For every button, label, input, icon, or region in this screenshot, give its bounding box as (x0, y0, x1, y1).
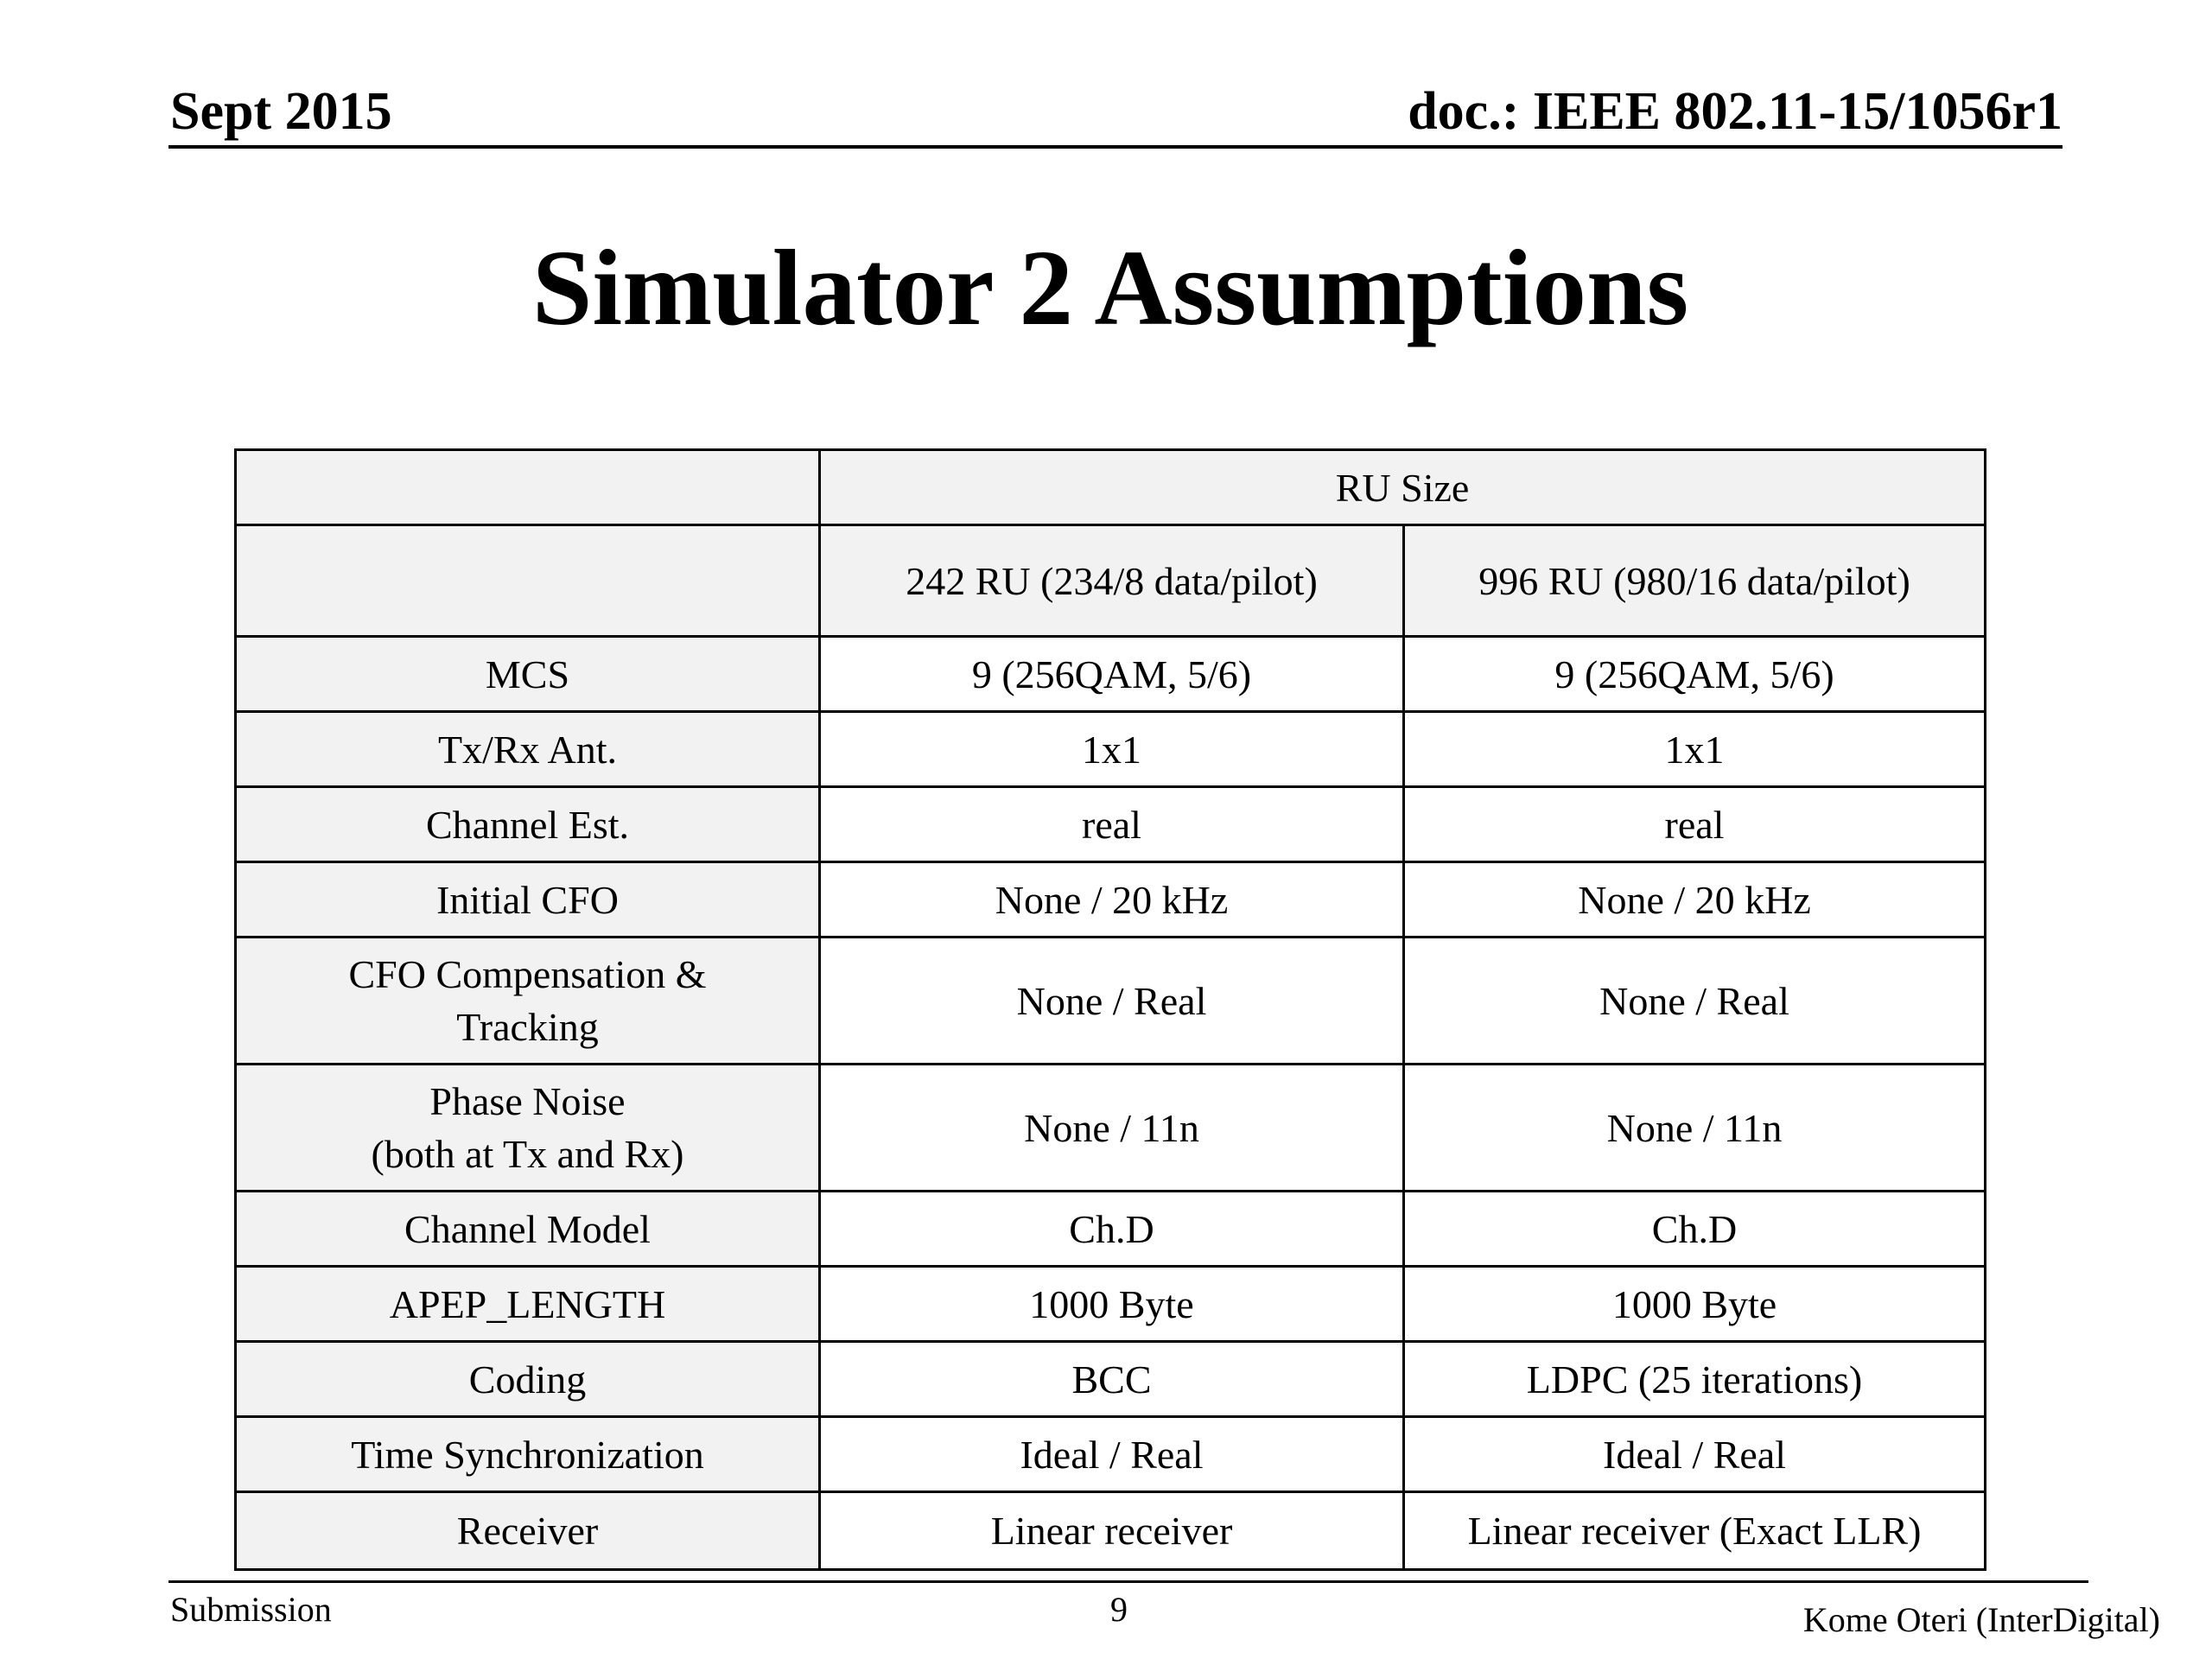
row-label-text: Receiver (456, 1509, 599, 1553)
cell-996: 1x1 (1404, 712, 1986, 787)
footer-author: Kome Oteri (InterDigital) (1802, 1600, 2160, 1639)
table-row (236, 1192, 1986, 1267)
row-label-text: Coding (468, 1357, 587, 1402)
cell-242: 1x1 (820, 712, 1404, 787)
slide-title: Simulator 2 Assumptions (531, 229, 1689, 348)
row-label-text: MCS (485, 652, 570, 696)
row-label (236, 1342, 820, 1417)
cell-996: None / 11n (1404, 1065, 1986, 1192)
cell-996: real (1404, 787, 1986, 862)
column-header-996: 996 RU (980/16 data/pilot) (1404, 525, 1986, 637)
cell-996: 1000 Byte (1404, 1267, 1986, 1342)
ru-size-header: RU Size (820, 450, 1986, 525)
row-label (236, 1065, 820, 1192)
row-label (236, 938, 820, 1065)
footer-submission: Submission (170, 1590, 332, 1629)
page-number: 9 (1110, 1590, 1128, 1629)
row-label (236, 1417, 820, 1492)
table-header-row (236, 450, 1986, 525)
cell-996: Ch.D (1404, 1192, 1986, 1267)
row-label (236, 1492, 820, 1570)
table-row (236, 1065, 1986, 1192)
table-row (236, 712, 1986, 787)
cell-996: None / 20 kHz (1404, 862, 1986, 938)
cell-996: Ideal / Real (1404, 1417, 1986, 1492)
row-label-text: Channel Model (404, 1206, 651, 1251)
table-row (236, 637, 1986, 712)
table-row (236, 1342, 1986, 1417)
table-corner-cell (236, 525, 820, 637)
row-label-text: Initial CFO (436, 877, 619, 922)
row-label-text: APEP_LENGTH (389, 1281, 666, 1326)
row-label-line: (both at Tx and Rx) (371, 1132, 684, 1176)
cell-242: Ideal / Real (820, 1417, 1404, 1492)
cell-242: 1000 Byte (820, 1267, 1404, 1342)
cell-242: None / 20 kHz (820, 862, 1404, 938)
row-label (236, 637, 820, 712)
cell-242: Ch.D (820, 1192, 1404, 1267)
row-label-line: CFO Compensation & (348, 952, 707, 996)
row-label (236, 862, 820, 938)
column-header-242: 242 RU (234/8 data/pilot) (820, 525, 1404, 637)
row-label-text: Channel Est. (425, 802, 630, 847)
header-date: Sept 2015 (170, 82, 392, 141)
table-subheader-row (236, 525, 1986, 637)
cell-242: BCC (820, 1342, 1404, 1417)
header-divider (168, 145, 2063, 149)
table-row (236, 938, 1986, 1065)
row-label (236, 1267, 820, 1342)
row-label-line: Phase Noise (429, 1079, 626, 1123)
table-row (236, 1267, 1986, 1342)
footer-divider (168, 1580, 2088, 1583)
row-label (236, 712, 820, 787)
cell-996: LDPC (25 iterations) (1404, 1342, 1986, 1417)
table-row (236, 862, 1986, 938)
cell-242: Linear receiver (820, 1492, 1404, 1570)
row-label-text: Time Synchronization (351, 1432, 704, 1477)
table-row (236, 1417, 1986, 1492)
row-label (236, 787, 820, 862)
cell-242: None / Real (820, 938, 1404, 1065)
cell-996: 9 (256QAM, 5/6) (1404, 637, 1986, 712)
assumptions-table (234, 448, 1986, 1571)
cell-996: None / Real (1404, 938, 1986, 1065)
row-label-line: Tracking (456, 1005, 599, 1049)
cell-242: None / 11n (820, 1065, 1404, 1192)
row-label-text: Tx/Rx Ant. (437, 727, 618, 772)
table-row (236, 1492, 1986, 1570)
cell-996: Linear receiver (Exact LLR) (1404, 1492, 1986, 1570)
cell-242: real (820, 787, 1404, 862)
table-corner-cell (236, 450, 820, 525)
cell-242: 9 (256QAM, 5/6) (820, 637, 1404, 712)
table-row (236, 787, 1986, 862)
header-doc-id: doc.: IEEE 802.11-15/1056r1 (1408, 82, 2063, 141)
row-label (236, 1192, 820, 1267)
